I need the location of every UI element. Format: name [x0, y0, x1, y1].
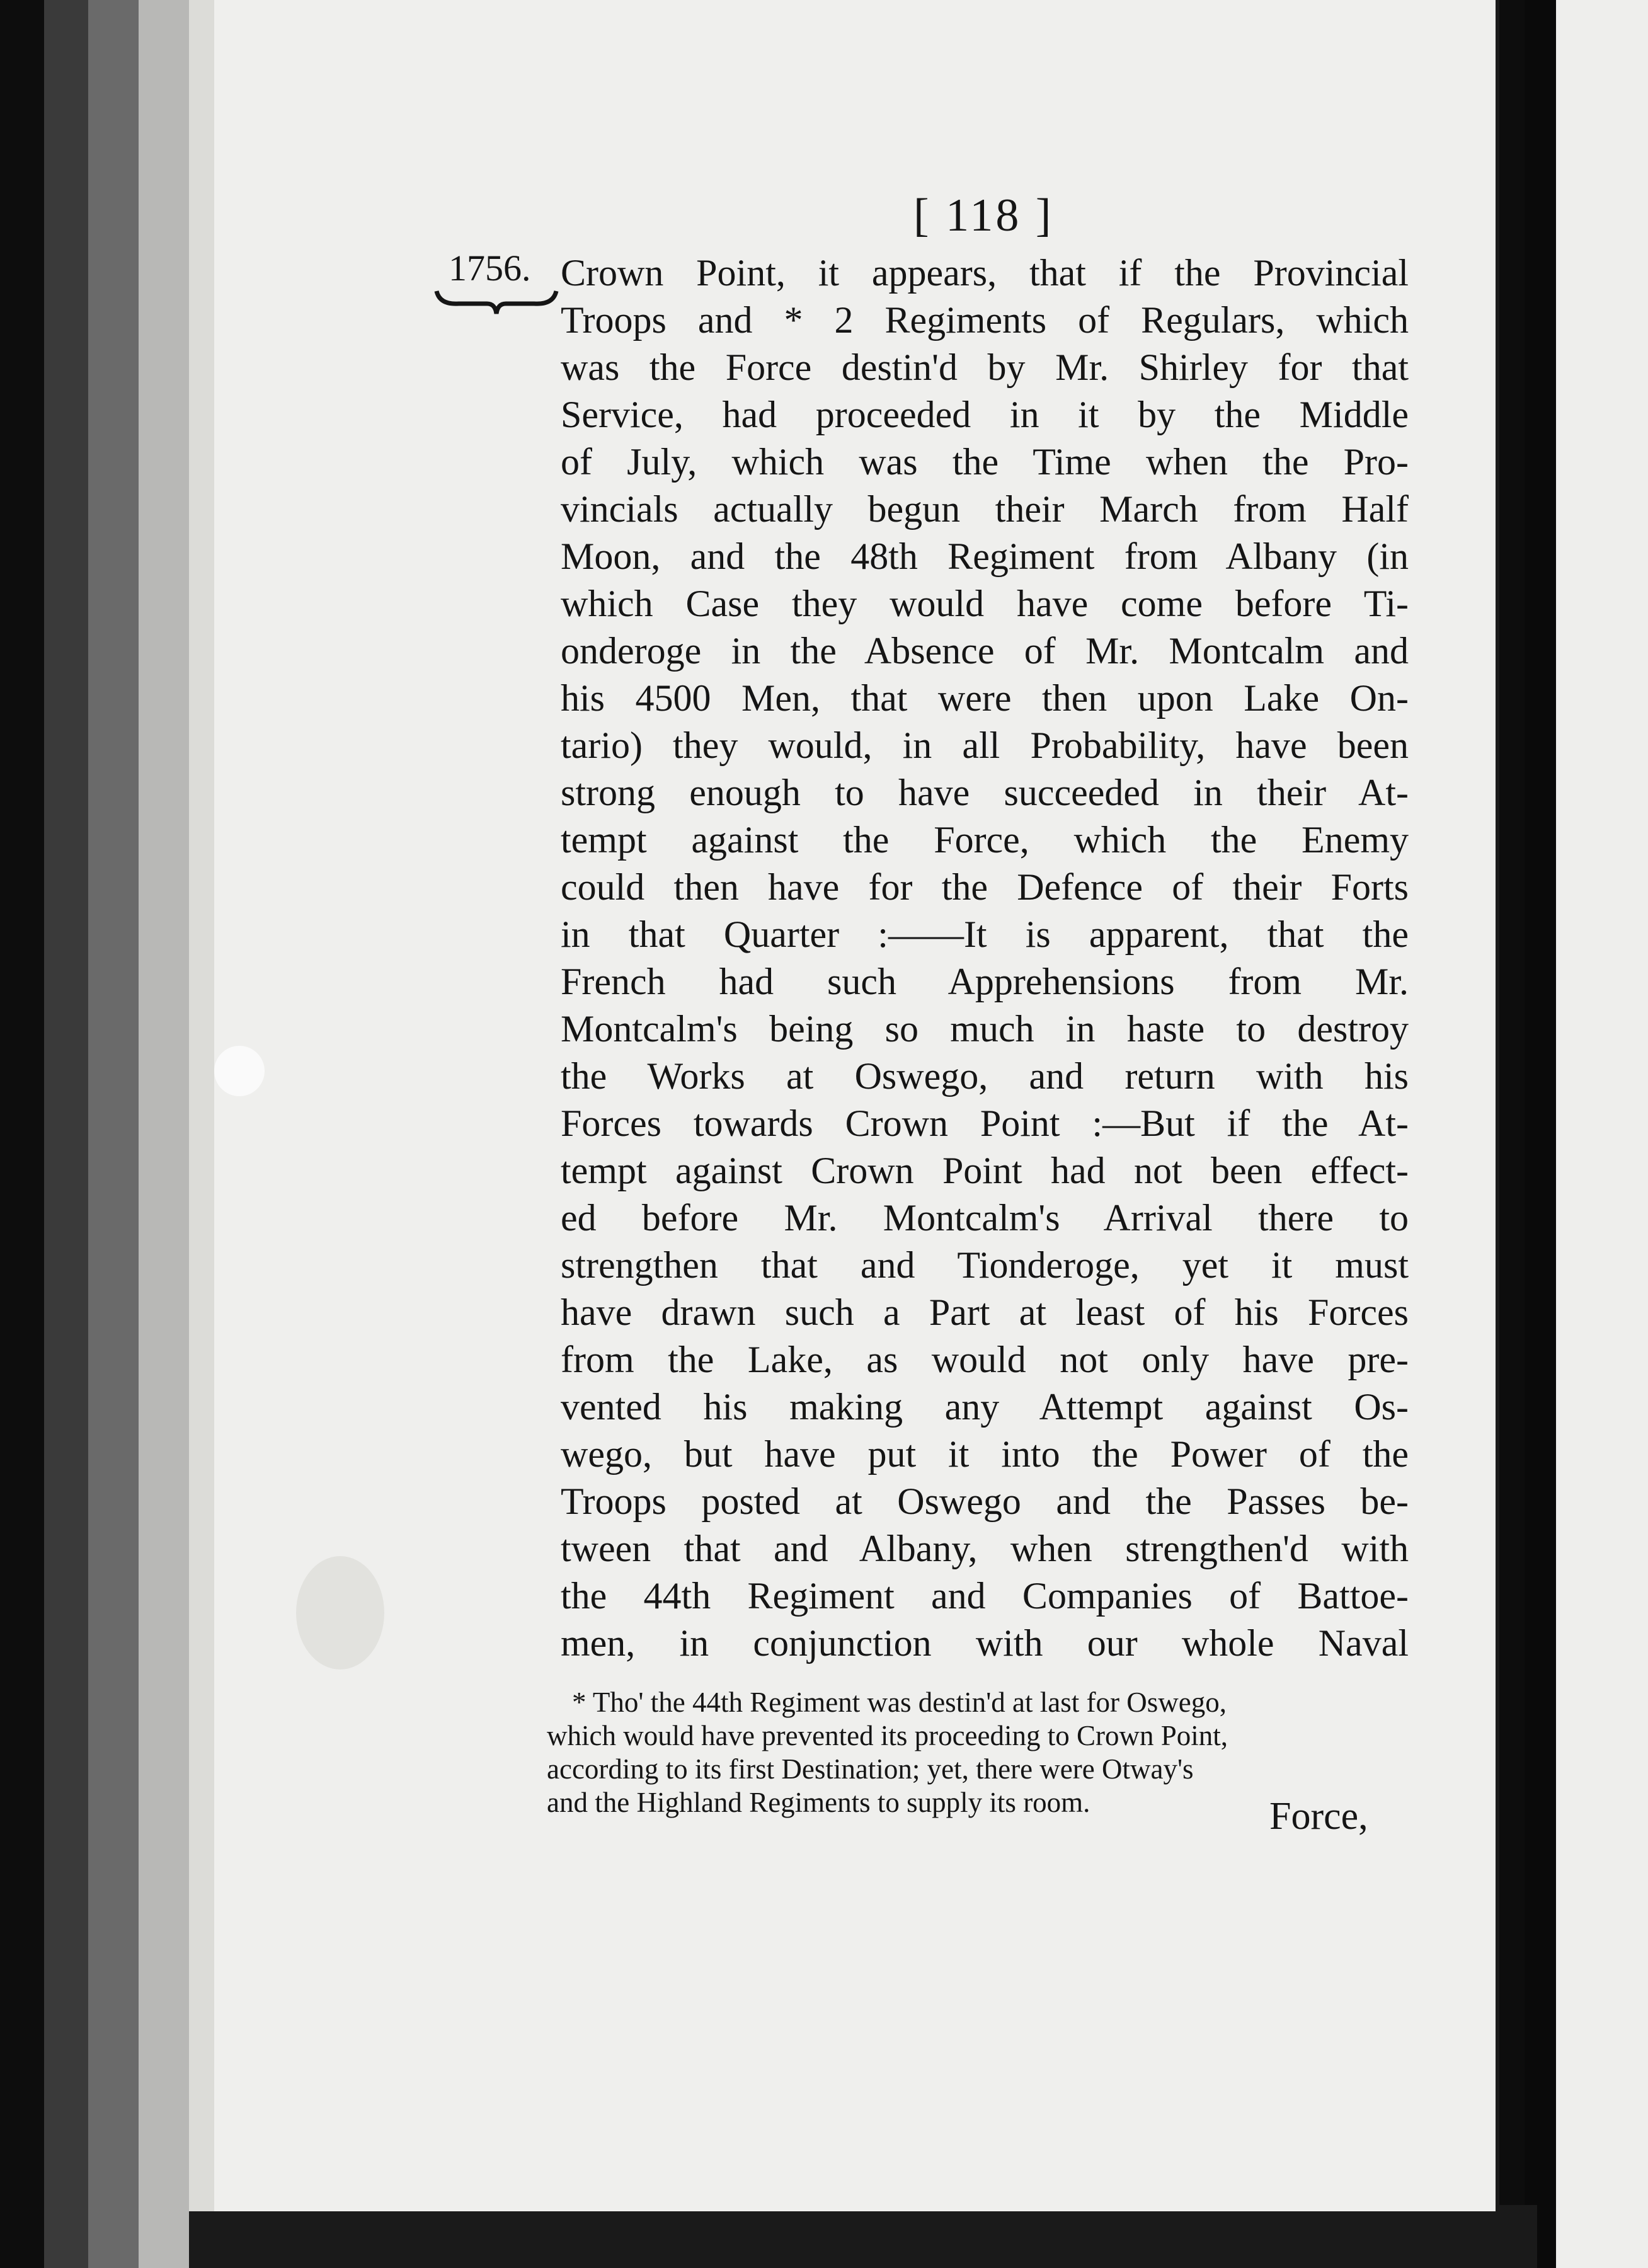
catchword: Force, [1269, 1795, 1368, 1838]
body-line: the Works at Oswego, and return with his [561, 1055, 1409, 1097]
body-line: Crown Point, it appears, that if the Provincial [561, 252, 1409, 294]
footnote-line: which would have prevented its proceeding to Crown Point, [547, 1720, 1228, 1751]
body-line: his 4500 Men, that were then upon Lake On- [561, 677, 1409, 719]
body-line: tario) they would, in all Probability, have been [561, 724, 1409, 766]
body-line: which Case they would have come before Ti- [561, 583, 1409, 624]
page-number: [ 118 ] [913, 190, 1054, 241]
body-line: in that Quarter :——It is apparent, that the [561, 914, 1409, 955]
body-line: from the Lake, as would not only have pre- [561, 1339, 1409, 1380]
body-line: strengthen that and Tionderoge, yet it must [561, 1244, 1409, 1286]
body-line: Forces towards Crown Point :—But if the At- [561, 1102, 1409, 1144]
footnote-line: and the Highland Regiments to supply its room. [547, 1787, 1090, 1818]
body-line: ed before Mr. Montcalm's Arrival there to [561, 1197, 1409, 1239]
body-line: Moon, and the 48th Regiment from Albany (in [561, 536, 1409, 577]
body-line: men, in conjunction with our whole Naval [561, 1622, 1409, 1664]
body-line: vincials actually begun their March from Half [561, 488, 1409, 530]
body-line: tempt against Crown Point had not been effect- [561, 1150, 1409, 1191]
body-line: strong enough to have succeeded in their At- [561, 772, 1409, 813]
body-line: tempt against the Force, which the Enemy [561, 819, 1409, 861]
body-line: onderoge in the Absence of Mr. Montcalm and [561, 630, 1409, 672]
margin-brace-icon [433, 286, 559, 318]
body-line: Service, had proceeded in it by the Middle [561, 394, 1409, 435]
body-line: the 44th Regiment and Companies of Battoe- [561, 1575, 1409, 1617]
footnote-line: * Tho' the 44th Regiment was destin'd at last for Oswego, [572, 1687, 1227, 1718]
body-line: wego, but have put it into the Power of the [561, 1433, 1409, 1475]
body-line: French had such Apprehensions from Mr. [561, 961, 1409, 1002]
body-line: vented his making any Attempt against Os- [561, 1386, 1409, 1428]
body-line: Montcalm's being so much in haste to destroy [561, 1008, 1409, 1050]
body-line: was the Force destin'd by Mr. Shirley for that [561, 346, 1409, 388]
body-line: Troops and * 2 Regiments of Regulars, which [561, 299, 1409, 341]
margin-year: 1756. [449, 248, 531, 289]
body-line: tween that and Albany, when strengthen'd with [561, 1528, 1409, 1569]
body-line: of July, which was the Time when the Pro- [561, 441, 1409, 483]
body-line: have drawn such a Part at least of his Forces [561, 1292, 1409, 1333]
footnote-line: according to its first Destination; yet, there were Otway's [547, 1753, 1194, 1785]
body-line: Troops posted at Oswego and the Passes be- [561, 1480, 1409, 1522]
body-text [561, 249, 1409, 1667]
body-line: could then have for the Defence of their Forts [561, 866, 1409, 908]
